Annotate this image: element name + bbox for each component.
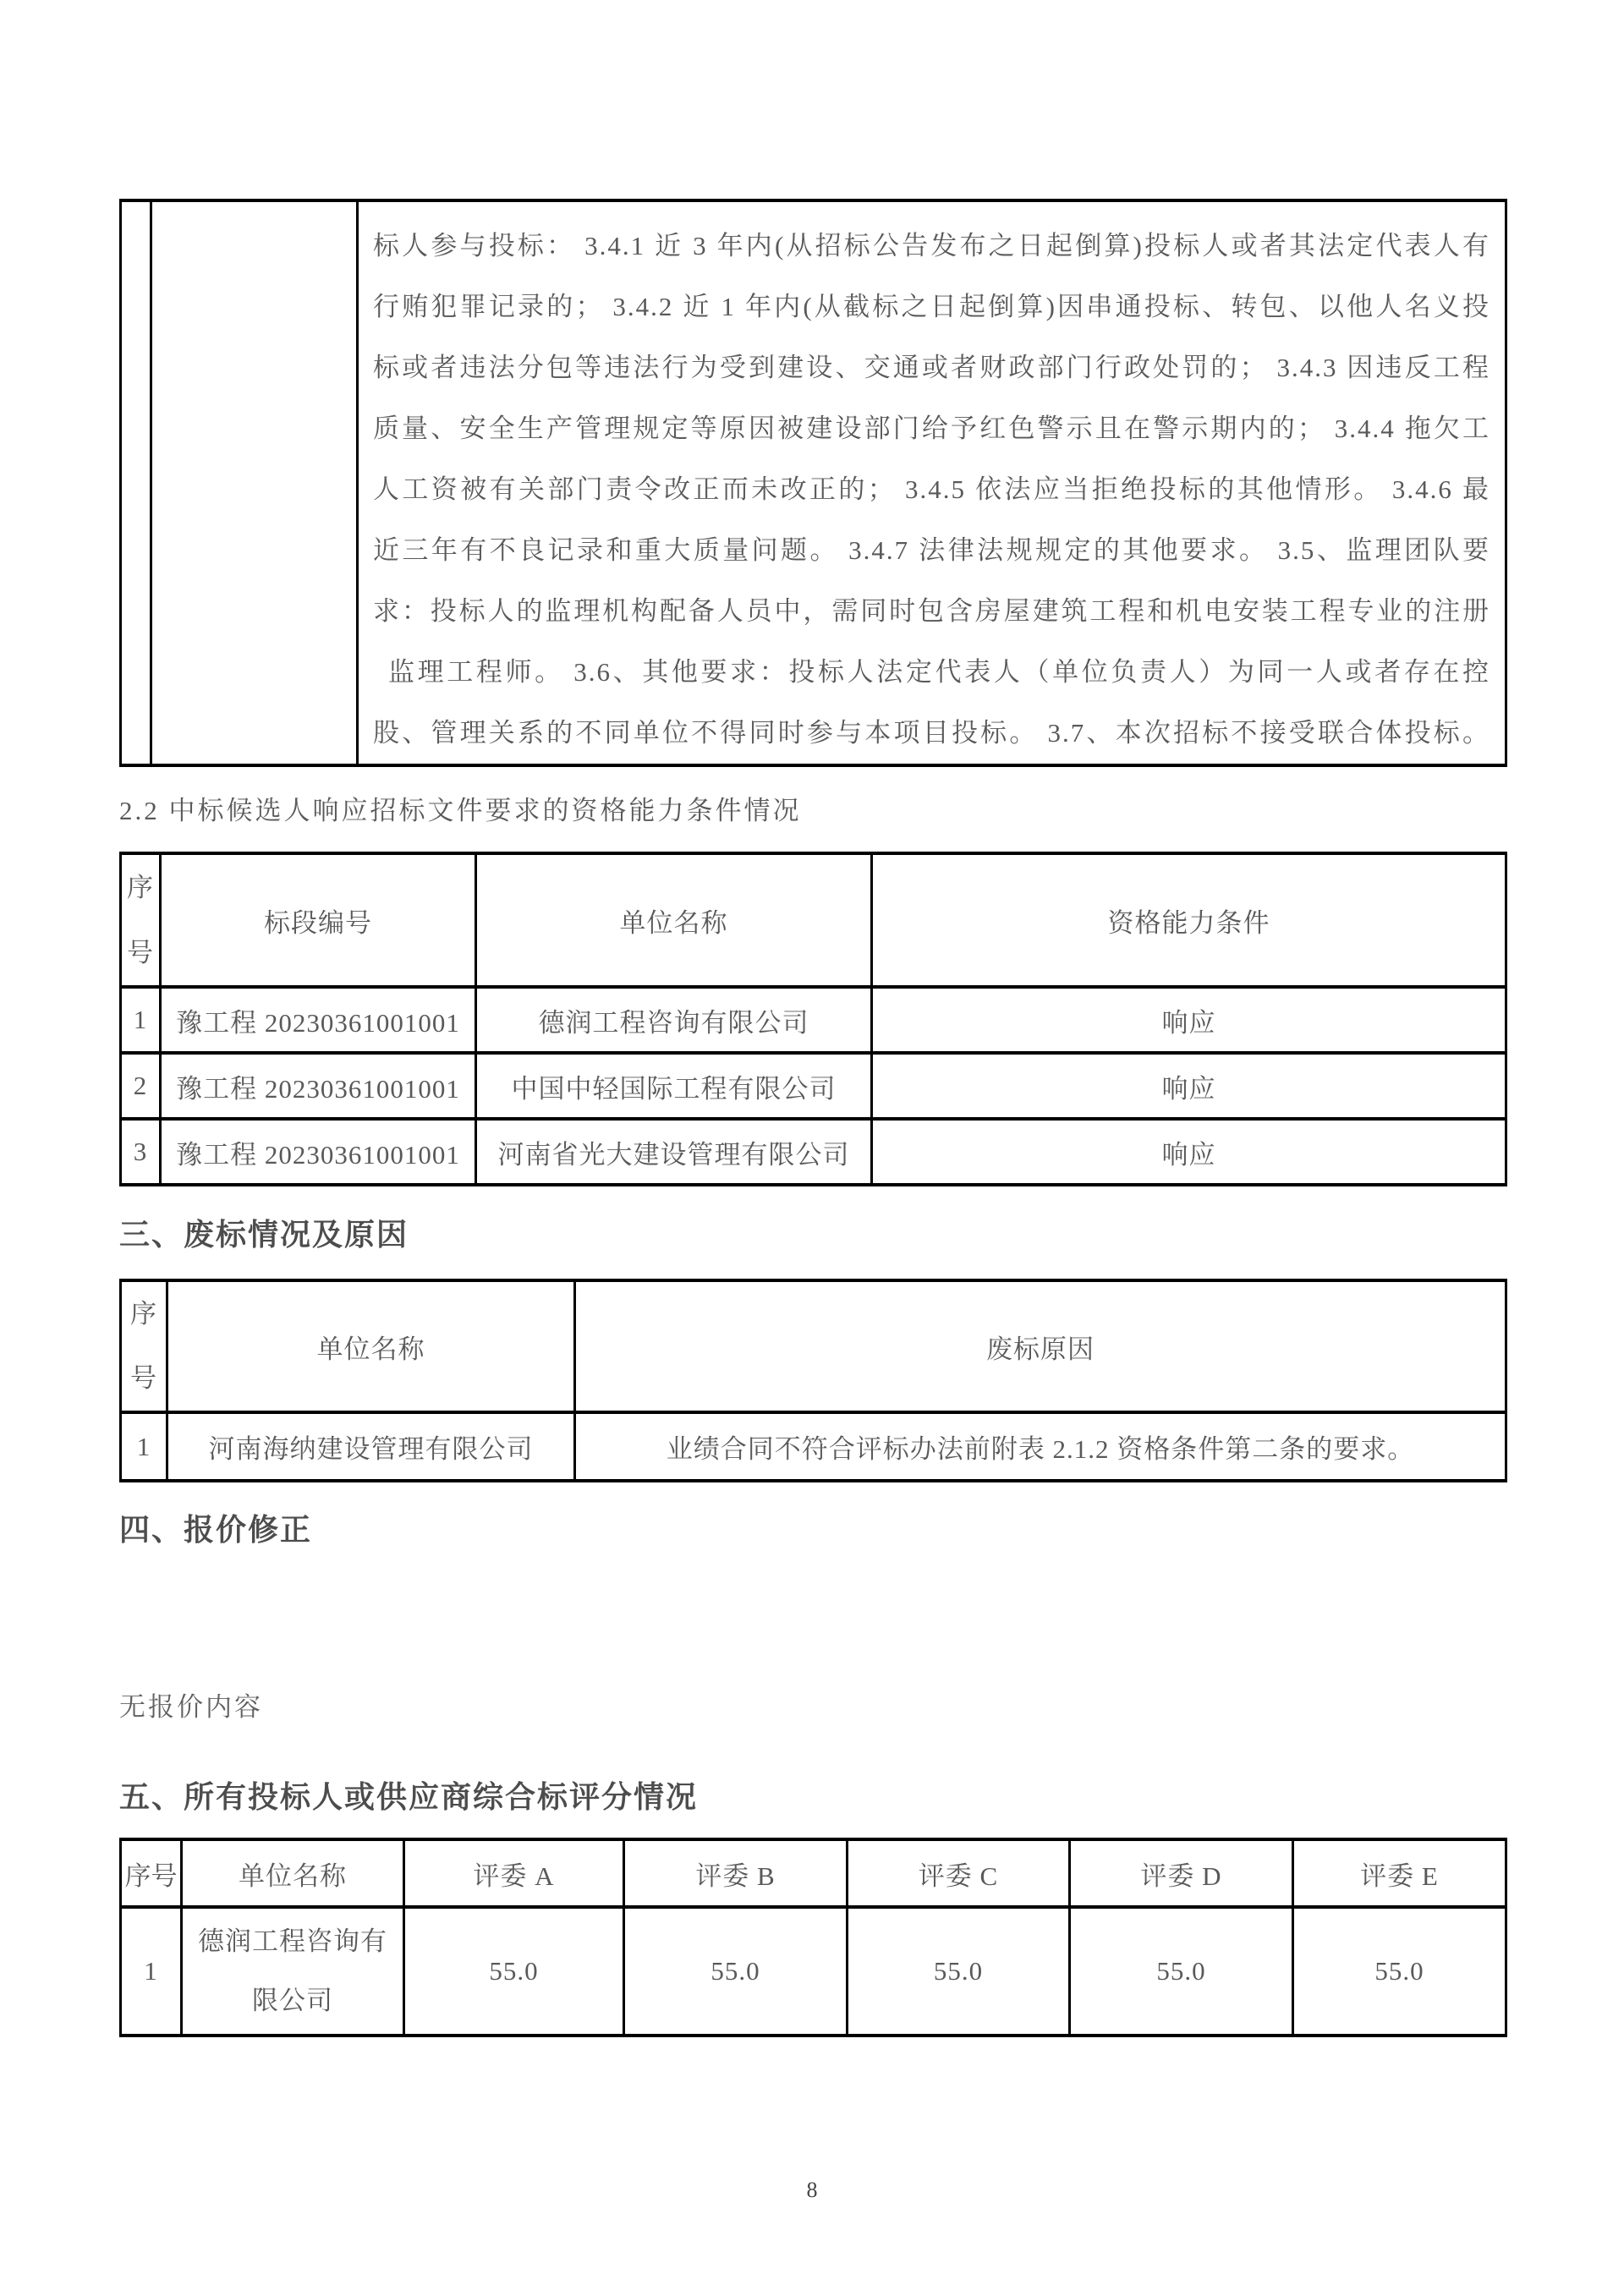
section-4-heading: 四、报价修正	[119, 1513, 313, 1547]
cell-lot-number: 豫工程 20230361001001	[161, 1053, 476, 1119]
cell-score-d: 55.0	[1070, 1907, 1293, 2036]
column-header-seq: 序号	[121, 1839, 182, 1907]
cell-company: 德润工程咨询有限公司	[182, 1907, 404, 2036]
continuation-table	[119, 199, 1507, 755]
cell-qualification: 响应	[872, 987, 1506, 1053]
column-header-judge-e: 评委 E	[1293, 1839, 1506, 1907]
cell-reject-reason: 业绩合同不符合评标办法前附表 2.1.2 资格条件第二条的要求。	[575, 1412, 1506, 1481]
column-header-seq: 序号	[121, 1280, 167, 1412]
scoring-table	[119, 1838, 1507, 2034]
continuation-seq-cell	[121, 200, 151, 765]
column-header-company: 单位名称	[182, 1839, 404, 1907]
column-header-company: 单位名称	[476, 853, 872, 987]
cell-seq: 1	[121, 987, 161, 1053]
cell-company: 河南省光大建设管理有限公司	[476, 1119, 872, 1185]
cell-company: 德润工程咨询有限公司	[476, 987, 872, 1053]
qualification-text-line: 质量、安全生产管理规定等原因被建设部门给予红色警示且在警示期内的； 3.4.4 拖欠工	[373, 414, 1490, 443]
qualification-text-line: 标或者违法分包等违法行为受到建设、交通或者财政部门行政处罚的； 3.4.3 因违反工程	[373, 353, 1490, 382]
cell-score-c: 55.0	[848, 1907, 1070, 2036]
cell-score-b: 55.0	[624, 1907, 848, 2036]
cell-seq: 1	[121, 1907, 182, 2036]
section-3-heading: 三、废标情况及原因	[119, 1218, 409, 1252]
table-row	[121, 987, 1506, 1053]
column-header-qualification: 资格能力条件	[872, 853, 1506, 987]
column-header-judge-c: 评委 C	[848, 1839, 1070, 1907]
column-header-company: 单位名称	[167, 1280, 575, 1412]
column-header-reject-reason: 废标原因	[575, 1280, 1506, 1412]
table-row	[121, 1119, 1506, 1185]
column-header-lot-number: 标段编号	[161, 853, 476, 987]
qualification-text-line: 人工资被有关部门责令改正而未改正的； 3.4.5 依法应当拒绝投标的其他情形。 3.4.6 最	[373, 474, 1490, 504]
cell-qualification: 响应	[872, 1119, 1506, 1185]
page-number: 8	[806, 2178, 818, 2202]
table-header-row	[121, 1280, 1506, 1412]
qualification-text-line: 标人参与投标： 3.4.1 近 3 年内(从招标公告发布之日起倒算)投标人或者其法定代表人有	[373, 231, 1490, 260]
table-row	[121, 1053, 1506, 1119]
cell-company: 河南海纳建设管理有限公司	[167, 1412, 575, 1481]
cell-score-a: 55.0	[404, 1907, 624, 2036]
qualification-table	[119, 852, 1507, 1184]
cell-company: 中国中轻国际工程有限公司	[476, 1053, 872, 1119]
qualification-text-line: 求：投标人的监理机构配备人员中，需同时包含房屋建筑工程和机电安装工程专业的注册	[373, 596, 1490, 626]
no-quote-note: 无报价内容	[119, 1692, 263, 1722]
section-5-heading: 五、所有投标人或供应商综合标评分情况	[119, 1780, 699, 1814]
table-row	[121, 1412, 1506, 1481]
continuation-text-cell	[358, 200, 1506, 765]
column-header-judge-d: 评委 D	[1070, 1839, 1293, 1907]
rejected-bid-table	[119, 1279, 1507, 1476]
cell-lot-number: 豫工程 20230361001001	[161, 1119, 476, 1185]
table-row	[121, 1907, 1506, 2036]
table-header-row	[121, 1839, 1506, 1907]
continuation-label-cell	[151, 200, 358, 765]
column-header-seq: 序号	[121, 853, 161, 987]
table-header-row	[121, 853, 1506, 987]
cell-lot-number: 豫工程 20230361001001	[161, 987, 476, 1053]
section-2-2-heading: 2.2 中标候选人响应招标文件要求的资格能力条件情况	[119, 796, 802, 825]
cell-seq: 2	[121, 1053, 161, 1119]
qualification-text-line: 行贿犯罪记录的； 3.4.2 近 1 年内(从截标之日起倒算)因串通投标、转包、以他人名义投	[373, 292, 1490, 321]
cell-score-e: 55.0	[1293, 1907, 1506, 2036]
column-header-judge-a: 评委 A	[404, 1839, 624, 1907]
qualification-text-line: 监理工程师。 3.6、其他要求：投标人法定代表人（单位负责人）为同一人或者存在控	[388, 657, 1490, 687]
qualification-text-line: 近三年有不良记录和重大质量问题。 3.4.7 法律法规规定的其他要求。 3.5、监理团队要	[373, 535, 1490, 565]
cell-qualification: 响应	[872, 1053, 1506, 1119]
cell-seq: 3	[121, 1119, 161, 1185]
qualification-text-line: 股、管理关系的不同单位不得同时参与本项目投标。 3.7、本次招标不接受联合体投标。	[373, 718, 1490, 748]
column-header-judge-b: 评委 B	[624, 1839, 848, 1907]
cell-seq: 1	[121, 1412, 167, 1481]
